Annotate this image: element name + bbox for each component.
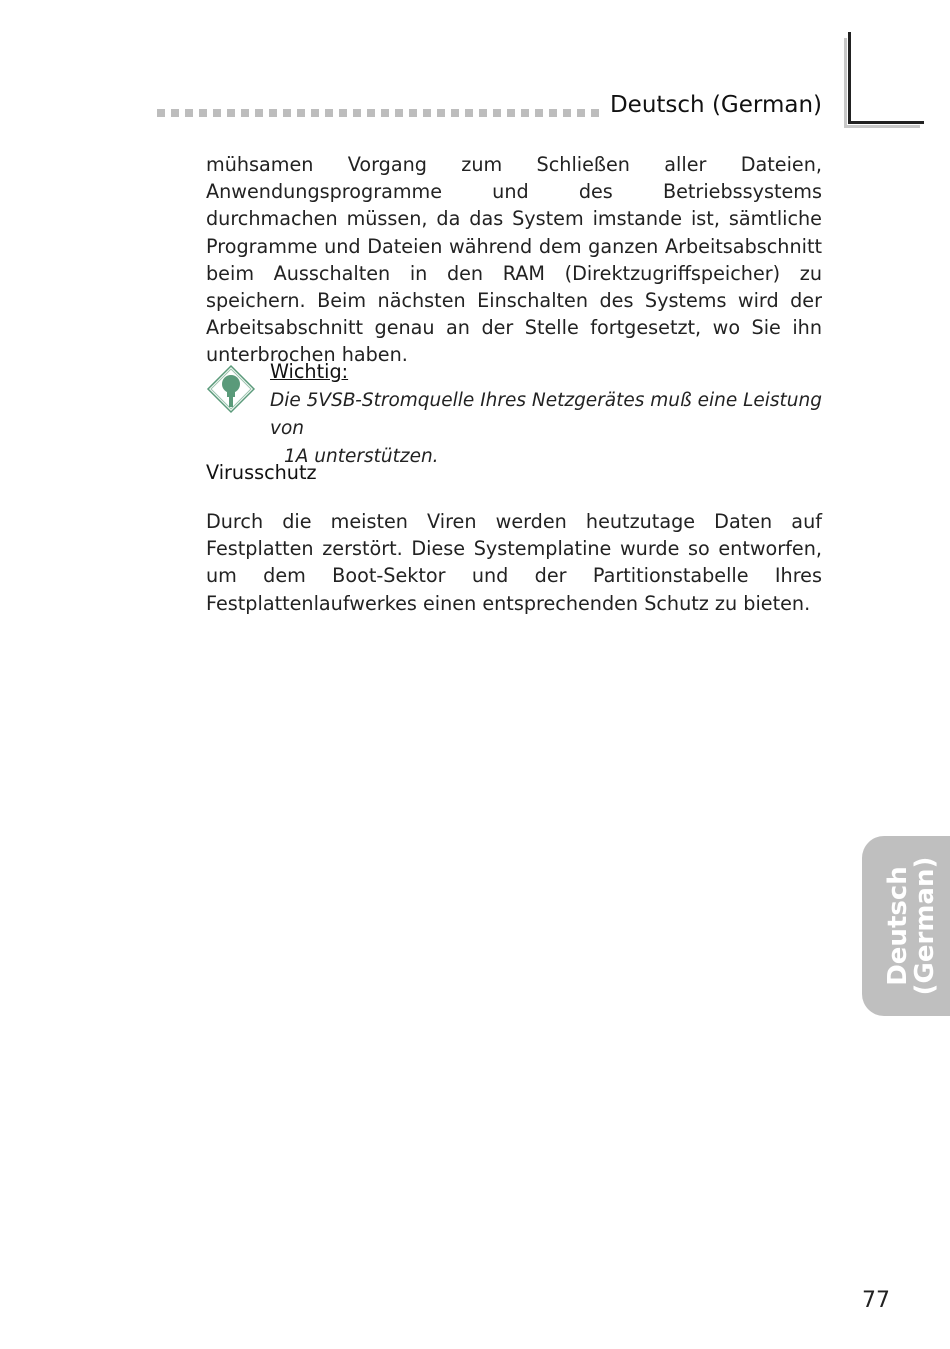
side-tab-line-2: (German) (910, 856, 940, 996)
side-tab-label (885, 857, 939, 996)
note-title: Wichtig: (270, 360, 349, 383)
paragraph-2: Durch die meisten Viren werden heutzutage Daten auf Festplatten zerstört. Diese Systemplatine wurde so entworfen, um dem Boot-Sektor und der Partitionstabelle Ihres Festplattenlaufwerkes einen entsprechenden Schutz zu bieten. (206, 510, 822, 615)
language-side-tab (862, 836, 950, 1016)
note-line-1: Die 5VSB-Stromquelle Ihres Netzgerätes muß eine Leistung von (270, 390, 822, 439)
section-heading: Virusschutz (206, 461, 317, 484)
page-number: 77 (862, 1288, 890, 1313)
lightbulb-icon (206, 364, 256, 414)
section-title: Deutsch (German) (609, 92, 822, 118)
header-dotted-rule (157, 109, 607, 119)
corner-mark (848, 121, 924, 124)
paragraph-1: mühsamen Vorgang zum Schließen aller Dateien, Anwendungsprogramme und des Betriebssystems durchmachen müssen, da das System imstande ist, sämtliche Programme und Dateien während dem ganzen Arbeitsabschnitt beim Ausschalten in den RAM (Direktzugriffspeicher) zu speichern. Beim nächsten Einschalten des Systems wird der Arbeitsabschnitt genau an der Stelle fortgesetzt, wo Sie ihn unterbrochen haben. (206, 153, 822, 367)
note-line-2: 1A unterstützen. (284, 446, 439, 467)
corner-mark (848, 32, 851, 124)
note-text (270, 387, 822, 471)
side-tab-line-1: Deutsch (883, 866, 913, 986)
corner-mark-shadow (844, 125, 920, 128)
corner-mark-shadow (844, 38, 847, 128)
